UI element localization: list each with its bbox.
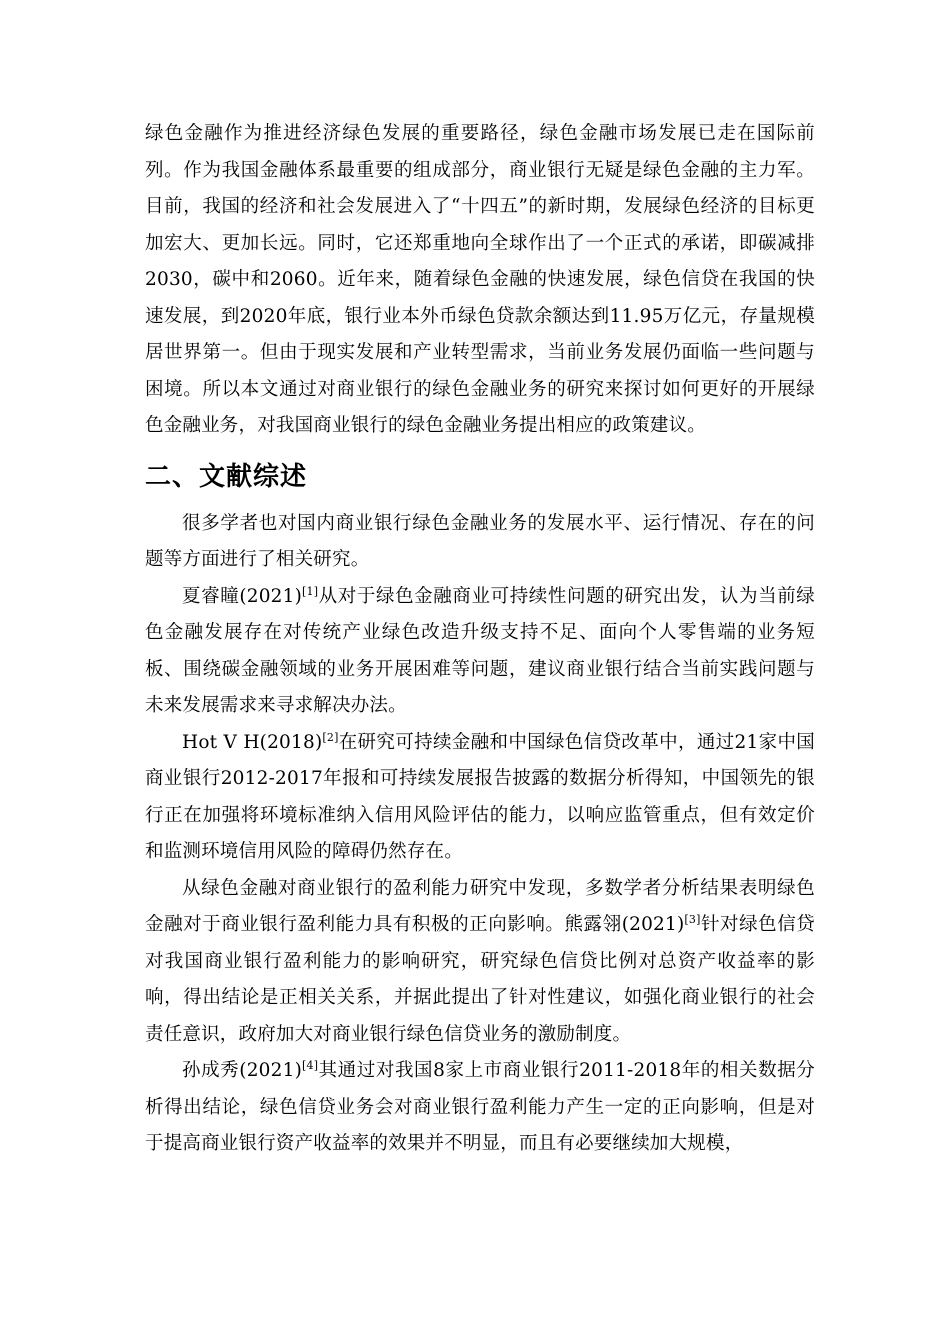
review-paragraph-2: [145, 579, 815, 725]
citation-ref: [3]: [684, 912, 701, 926]
paragraph-body: 从对于绿色金融商业可持续性问题的研究出发，认为当前绿色金融发展存在对传统产业绿色改造升级支持不足、面向个人零售端的业务短板、围绕碳金融领域的业务开展困难等问题，建议商业银行结合当前实践问题与未来发展需求来寻求解决办法。: [145, 585, 815, 716]
page-content: [145, 116, 815, 1163]
paragraph-body: 针对绿色信贷对我国商业银行盈利能力的影响研究，研究绿色信贷比例对总资产收益率的影响，得出结论是正相关关系，并据此提出了针对性建议，如强化商业银行的社会责任意识，政府加大对商业银行绿色信贷业务的激励制度。: [145, 914, 815, 1045]
citation-ref: [1]: [302, 584, 319, 598]
section-heading: 二、文献综述: [145, 461, 308, 492]
paragraph-body: 在研究可持续金融和中国绿色信贷改革中，通过21家中国商业银行2012-2017年报和可持续发展报告披露的数据分析得知，中国领先的银行正在加强将环境标准纳入信用风险评估的能力，以响应监管重点，但有效定价和监测环境信用风险的障碍仍然存在。: [145, 731, 815, 862]
review-paragraph-1: 很多学者也对国内商业银行绿色金融业务的发展水平、运行情况、存在的问题等方面进行了相关研究。: [145, 512, 815, 570]
citation-ref: [4]: [302, 1058, 319, 1072]
review-paragraph-4: [145, 871, 815, 1054]
citation-author: Hot V H(2018): [182, 731, 323, 753]
citation-author: 孙成秀(2021): [182, 1060, 302, 1081]
paragraph-lead: 从绿色金融对商业银行的盈利能力研究中发现，多数学者分析结果表明绿色金融对于商业银行盈利能力具有积极的正向影响。熊露翎(2021): [145, 877, 815, 935]
paragraph-body: 其通过对我国8家上市商业银行2011-2018年的相关数据分析得出结论，绿色信贷业务会对商业银行盈利能力产生一定的正向影响，但是对于提高商业银行资产收益率的效果并不明显，而且有必要继续加大规模，: [145, 1060, 815, 1154]
intro-paragraph: 绿色金融作为推进经济绿色发展的重要路径，绿色金融市场发展已走在国际前列。作为我国金融体系最重要的组成部分，商业银行无疑是绿色金融的主力军。目前，我国的经济和社会发展进入了“十四五”的新时期，发展绿色经济的目标更加宏大、更加长远。同时，它还郑重地向全球作出了一个正式的承诺，即碳减排2030，碳中和2060。近年来，随着绿色金融的快速发展，绿色信贷在我国的快速发展，到2020年底，银行业本外币绿色贷款余额达到11.95万亿元，存量规模居世界第一。但由于现实发展和产业转型需求，当前业务发展仍面临一些问题与困境。所以本文通过对商业银行的绿色金融业务的研究来探讨如何更好的开展绿色金融业务，对我国商业银行的绿色金融业务提出相应的政策建议。: [145, 123, 815, 436]
review-paragraph-3: [145, 725, 815, 871]
review-paragraph-5: [145, 1053, 815, 1163]
citation-ref: [2]: [322, 730, 339, 744]
citation-author: 夏睿瞳(2021): [182, 585, 303, 607]
